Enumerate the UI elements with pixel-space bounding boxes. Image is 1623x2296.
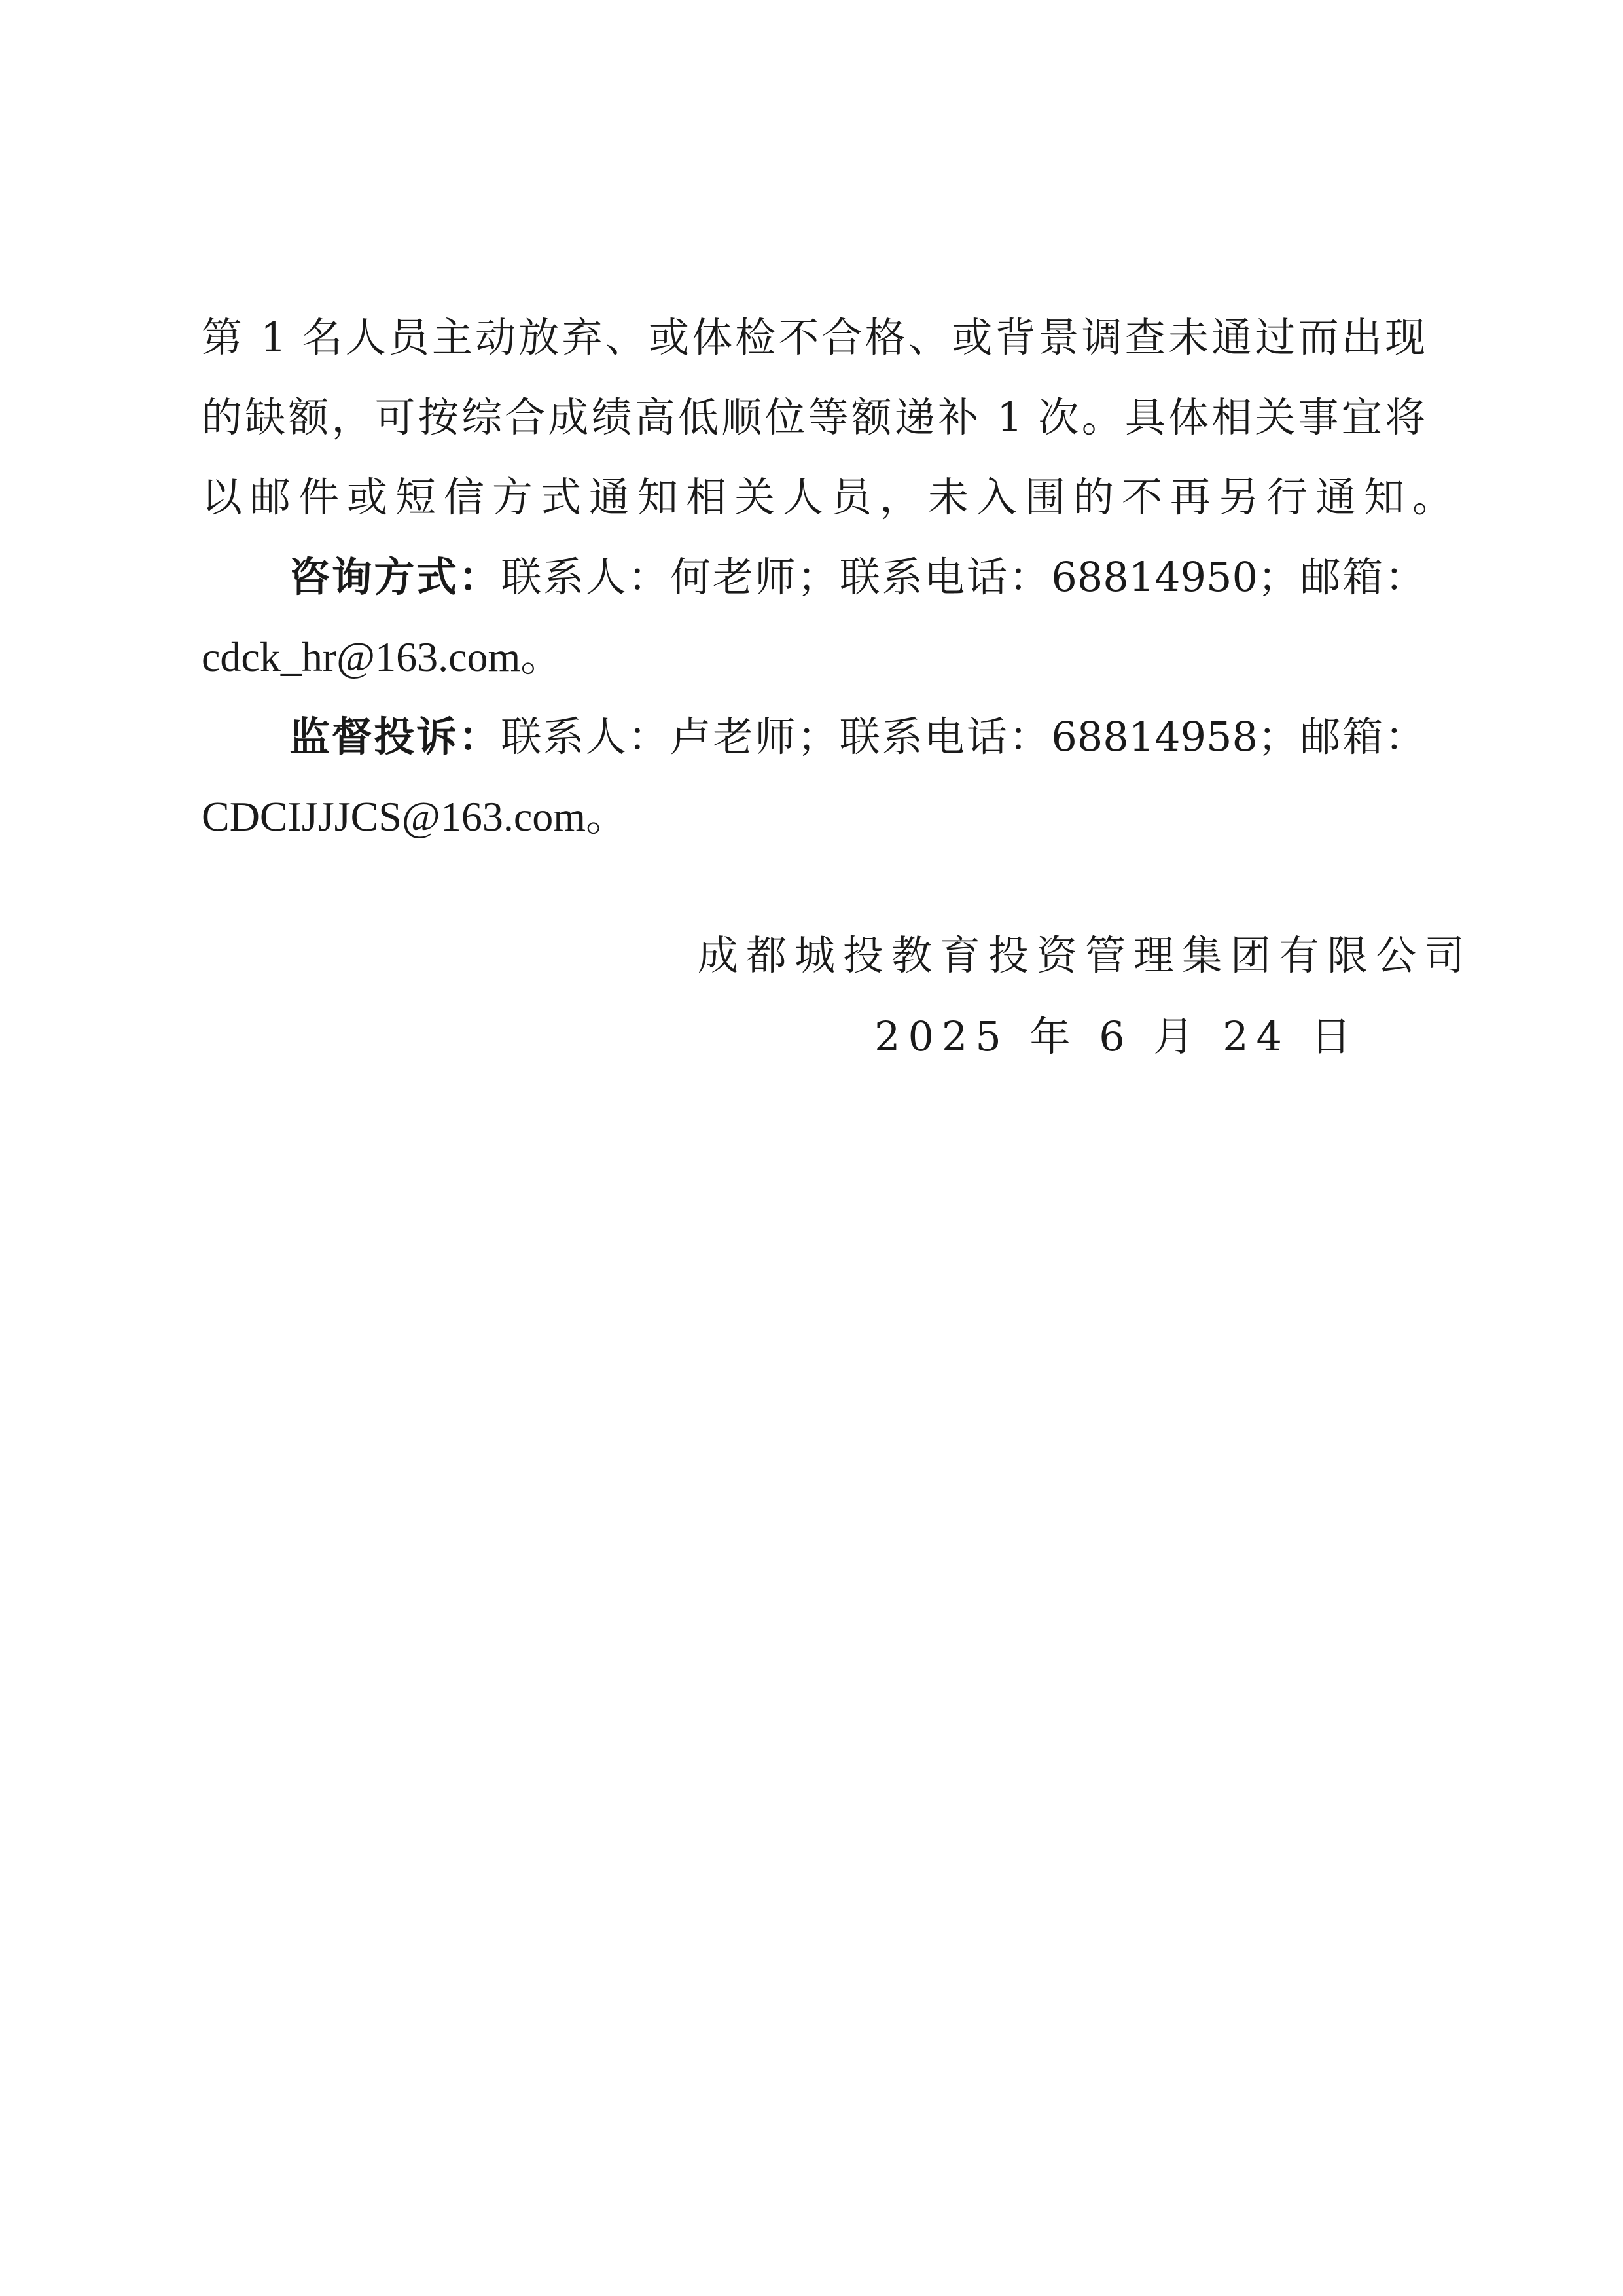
consult-contact: 联系人：何老师；联系电话：68814950；邮箱： [501,553,1425,601]
paragraph-line-1: 第 1 名人员主动放弃、或体检不合格、或背景调查未通过而出现 [202,314,1425,361]
supervise-line [289,698,1425,776]
consult-line [289,538,1425,617]
supervise-label: 监督投诉： [289,713,501,761]
signature-date: 2025 年 6 月 24 日 [874,1013,1359,1060]
paragraph-line-3: 以邮件或短信方式通知相关人员，未入围的不再另行通知。 [202,473,1461,521]
signature-organization: 成都城投教育投资管理集团有限公司 [698,931,1473,979]
supervise-contact: 联系人：卢老师；联系电话：68814958；邮箱： [501,713,1425,761]
consult-email: cdck_hr@163.com。 [202,634,563,680]
paragraph-line-2: 的缺额，可按综合成绩高低顺位等额递补 1 次。具体相关事宜将 [202,393,1425,441]
consult-label: 咨询方式： [289,553,501,601]
supervise-email: CDCIJJJCS@163.com。 [202,793,628,840]
